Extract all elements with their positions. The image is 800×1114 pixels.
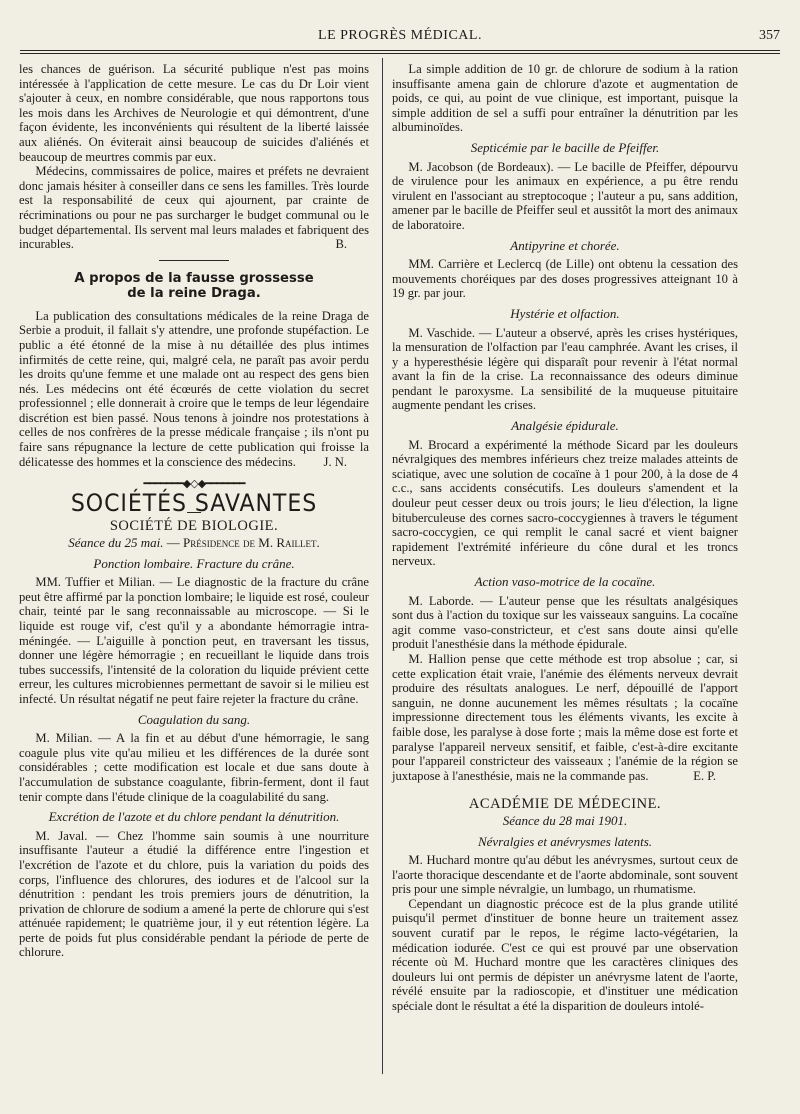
paragraph: MM. Carrière et Leclercq (de Lille) ont obtenu la cessation des mouvements choréiques par des doses progressives atteignant 10 à 19 gr. par jour. [392,257,738,301]
academy-title: ACADÉMIE DE MÉDECINE. [468,796,662,813]
right-column [392,62,738,1014]
paragraph: La simple addition de 10 gr. de chlorure de sodium à la ration insuffisante amena gain de chlorure d'azote et augmentation de poids, ce qui, au point de vue clinique, est important, puisque la simple addition de sel a suffi pour entraîner la dénutrition par les albuminoïdes. [392,62,738,135]
paragraph [19,164,369,252]
separator-rule [159,260,229,261]
seance-date: Séance du 28 mai 1901. [502,812,628,828]
paragraph-text: Médecins, commissaires de police, maires et préfets ne devraient donc jamais hésiter à conseiller dans ce sens les familles. Très lourde est la responsabilité de ceux qui ajournent, par crainte de récriminations ou pour ne pas surcharger le budget communal ou le budget départemental. Ils servent mal leurs malades et fabriquent des incurables. [19,164,369,252]
page-number: 357 [759,28,780,43]
paragraph: M. Javal. — Chez l'homme sain soumis à une nourriture insuffisante l'auteur a étudié la différence entre l'ingestion et l'excrétion de l'azote et du chlore, puis la variation du poids des corps, l'influence des chlorures, des iodures et de l'alcool sur la dénutrition : pendant les trois premiers jours de dénutrition, la privation de chlorure de sodium a amené la perte de chlorure qui s'est atténuée rapidement; le quatrième jour, il y eut rétention légère. La perte de poids fut plus considérable pendant la période de perte de chlorure. [19,828,369,960]
paragraph: Cependant un diagnostic précoce est de la plus grande utilité puisqu'il permet d'instituer de bonne heure un traitement assez souvent curatif par le repos, le régime lacto-végétarien, la médication iodurée. C'est ce qui est prouvé par une observation récente où M. Huchard montre que les caractères cliniques des douleurs lui ont permis de dépister un anévrysme latent de l'aorte, révélé ensuite par la radioscopie, et d'instituer une médication spéciale dont le résultat a été la disparition de douleurs intolé- [392,896,738,1014]
paragraph: M. Milian. — A la fin et au début d'une hémorragie, le sang coagule plus vite qu'au milieu et les différences de la durée sont considérables ; cette modification est locale et due sans doute à l'accumulation de substance coagulante, fibrin-ferment, dont il faut tenir compte dans l'étude clinique de la coagulabilité du sang. [19,731,369,804]
paragraph: M. Brocard a expérimenté la méthode Sicard par les douleurs névralgiques des membres inférieurs chez treize malades atteints de sciatique, avec une solution de cocaïne à 1 pour 200, à la dose de 4 c.c., sans accidents consécutifs. Les douleurs s'amendent et la douleur peut cesser deux ou trois jours; le lieu d'élection, la ligne bituberculeuse des cornes sacro-coccygiennes à travers le tégument sacro-coccygien, ce qui remplit le canal sacré et vient baigner rapidement l'extrémité inférieure du cône dural et les troncs nerveux. [392,437,738,569]
paragraph: MM. Tuffier et Milian. — Le diagnostic de la fracture du crâne peut être affirmé par la ponction lombaire; le liquide est rosé, couleur chair, teinté par le sang reconnaissable au microscope. — Si le liquide est rouge vif, c'est qu'il y a abondante hémorragie intra-méningée. — L'aiguille à ponction peut, en traversant les tissus, donner une légère hémorragie ; en recueillant le liquide dans trois tubes successifs, l'intensité de la coloration du liquide prévient cette erreur, les cultures microbiennes permettant de savoir si le milieu est infecté. Un résultat négatif ne peut faire rejeter la fracture du crâne. [19,575,369,706]
column-divider [382,58,383,1074]
paragraph: M. Huchard montre qu'au début les anévrysmes, surtout ceux de l'aorte thoracique descendante et de l'aorte abdominale, sont souvent pris pour une simple névralgie, un lumbago, un rhumatisme. [392,853,738,897]
page-header [20,28,780,46]
left-column [19,62,369,960]
subheading: Coagulation du sang. [137,711,251,727]
seance-date: Séance du 25 mai. [68,535,164,551]
signature: B. [335,237,347,252]
subheading: Septicémie par le bacille de Pfeiffer. [470,139,660,155]
subheading: Analgésie épidurale. [511,418,619,434]
header-rule [20,50,780,51]
header-rule-double [20,53,780,54]
society-title: SOCIÉTÉ DE BIOLOGIE. [109,518,279,535]
paragraph: M. Jacobson (de Bordeaux). — Le bacille de Pfeiffer, dépourvu de virulence pour les animaux en expérience, a pu être rendu virulent en l'associant au streptocoque ; l'auteur a pu, sans addition, amener par le bacille de Pfeiffer seul et aussitôt la mort des animaux de laboratoire. [392,159,738,232]
presidence: — Présidence de M. Raillet. [166,535,320,551]
subheading: Excrétion de l'azote et du chlore pendant la dénutrition. [48,809,340,825]
journal-title: LE PROGRÈS MÉDICAL. [318,28,482,43]
subheading: Ponction lombaire. Fracture du crâne. [93,555,295,571]
paragraph: les chances de guérison. La sécurité publique n'est pas moins intéressée à l'application de cette mesure. Le cas du Dr Loir vient s'ajouter à ceux, en nombre considérable, que nous rapportons tous les mois dans les Archives de Neurologie et qui démontrent, d'une façon évidente, les inconvénients qui résultent de la liberté laissée aux aliénés. On éviterait ainsi beaucoup de suicides d'aliénés et beaucoup de meurtres commis par eux. [19,62,369,164]
subheading: Névralgies et anévrysmes latents. [477,833,652,849]
ornament-divider: ━━━━━━━◆◇◆━━━━━━━ [143,478,245,491]
subheading: Antipyrine et chorée. [510,237,620,253]
paragraph [392,652,738,783]
article-title-line: de la reine Draga. [127,285,261,301]
paragraph: M. Vaschide. — L'auteur a observé, après les crises hystériques, la mensuration de l'olfaction par l'eau camphrée. Avant les crises, il y a hyperesthésie légère qui disparaît pour revenir à l'état normal avant la fin de la crise. La reconnaissance des odeurs diminue pendant le paroxysme. La sensibilité de la muqueuse pituitaire augmente pendant les crises. [392,325,738,413]
subheading: Hystérie et olfaction. [510,305,620,321]
paragraph-text: M. Hallion pense que cette méthode est trop absolue ; car, si cette explication était vraie, l'anémie des éléments nerveux devrait produire des résultats analogues. Le nerf, dépouillé de l'apport sanguin, ne donne aucunement les mêmes résultats ; la cocaïne impressionne directement tous les éléments vivants, les excite à faible dose, les paralyse à dose forte ; mais la même dose est forte et paralyse l'appareil nerveux sensitif, et faible, c'est-à-dire excitante pour l'appareil constricteur des vaisseaux ; l'anémie de la région se juxtapose à l'anesthésie, mais ne la commande pas. [392,651,738,783]
section-title: SOCIÉTÉS SAVANTES [70,488,318,517]
paragraph-text: La publication des consultations médicales de la reine Draga de Serbie a produit, il fallait s'y attendre, une profonde stupéfaction. Le public a été étonné de la mise à nu détaillée des plus intimes infirmités de cette reine, qui, malgré cela, ne paraît pas avoir perdu les droits qu'une femme et une malade ont au respect des gens bien nés. Les médecins ont été écœurés de cette violation du secret professionnel ; elle donnerait à croire que le temps de leur légendaire discrétion est bien passé. Nous tenons à joindre nos protestations à celles de nos confrères de la presse médicale française ; ils n'ont pu faire sans répugnance la lecture de cette publication qui froisse la délicatesse des hommes et la conscience des médecins. [19,308,369,469]
subheading: Action vaso-motrice de la cocaïne. [474,574,656,589]
paragraph [19,309,369,470]
article-title [19,271,369,301]
signature: E. P. [693,768,716,783]
paragraph: M. Laborde. — L'auteur pense que les résultats analgésiques sont dus à l'action du toxique sur les vaisseaux sanguins. La cocaïne agit comme vaso-constricteur, et c'est sans doute ainsi qu'elle produit l'anesthésie dans la méthode épidurale. [392,593,738,652]
signature: J. N. [323,454,347,469]
article-title-line: A propos de la fausse grossesse [74,270,314,286]
seance-line [19,536,369,551]
